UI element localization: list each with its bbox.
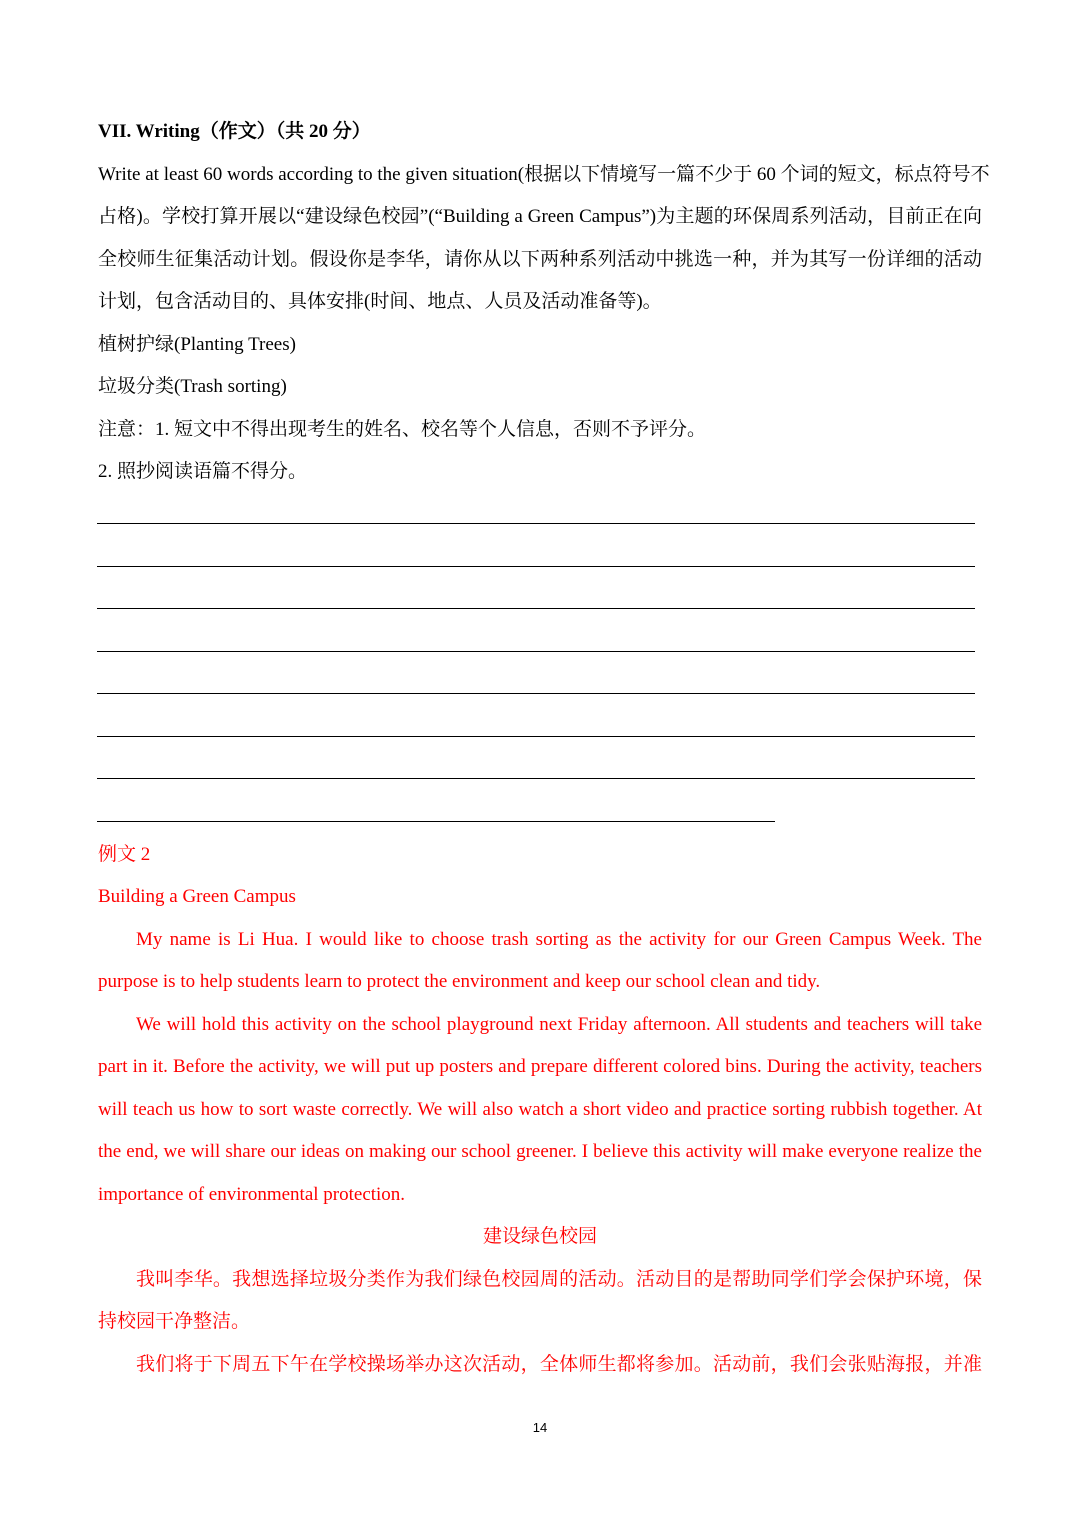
sample-paragraph-line: We will hold this activity on the school playground next Friday afternoon. All students and teachers will take: [136, 1014, 982, 1035]
page-number: 14: [532, 1420, 548, 1435]
answer-line: [97, 523, 975, 524]
sample-paragraph-line: 我叫李华。我想选择垃圾分类作为我们绿色校园周的活动。活动目的是帮助同学们学会保护环境，保: [136, 1269, 982, 1290]
prompt-line: 计划，包含活动目的、具体安排(时间、地点、人员及活动准备等)。: [98, 291, 662, 312]
prompt-line: 全校师生征集活动计划。假设你是李华，请你从以下两种系列活动中挑选一种，并为其写一份详细的活动: [98, 249, 982, 270]
sample-paragraph-line: part in it. Before the activity, we will put up posters and prepare different colored bins. During the activity, teachers: [98, 1056, 982, 1077]
sample-paragraph-line: 我们将于下周五下午在学校操场举办这次活动，全体师生都将参加。活动前，我们会张贴海报，并准: [136, 1354, 982, 1375]
answer-line: [97, 566, 975, 567]
answer-line: [97, 778, 975, 779]
note-line: 注意：1. 短文中不得出现考生的姓名、校名等个人信息，否则不予评分。: [98, 419, 707, 440]
prompt-line: Write at least 60 words according to the given situation(根据以下情境写一篇不少于 60 个词的短文，标点符号不: [98, 164, 990, 185]
option-trash-sorting: 垃圾分类(Trash sorting): [98, 376, 287, 397]
sample-paragraph-line: will teach us how to sort waste correctly. We will also watch a short video and practice sorting rubbish together. At: [98, 1099, 982, 1120]
section-heading: VII. Writing（作文）（共 20 分）: [98, 121, 371, 142]
sample-label: 例文 2: [98, 844, 151, 865]
answer-line: [97, 651, 975, 652]
sample-paragraph-line: the end, we will share our ideas on making our school greener. I believe this activity will make everyone realize the: [98, 1141, 982, 1162]
answer-line: [97, 736, 975, 737]
answer-line: [97, 608, 975, 609]
answer-line: [97, 821, 775, 822]
sample-title-en: Building a Green Campus: [98, 886, 296, 907]
sample-paragraph-line: My name is Li Hua. I would like to choose trash sorting as the activity for our Green Campus Week. The: [136, 929, 982, 950]
sample-paragraph-line: purpose is to help students learn to protect the environment and keep our school clean and tidy.: [98, 971, 821, 992]
option-planting-trees: 植树护绿(Planting Trees): [98, 334, 296, 355]
note-line: 2. 照抄阅读语篇不得分。: [98, 461, 308, 482]
sample-paragraph-line: 持校园干净整洁。: [98, 1311, 251, 1332]
answer-line: [97, 693, 975, 694]
sample-paragraph-line: importance of environmental protection.: [98, 1184, 406, 1205]
prompt-line: 占格)。学校打算开展以“建设绿色校园”(“Building a Green Campus”)为主题的环保周系列活动，目前正在向: [98, 206, 982, 227]
sample-title-cn: 建设绿色校园: [482, 1226, 597, 1247]
